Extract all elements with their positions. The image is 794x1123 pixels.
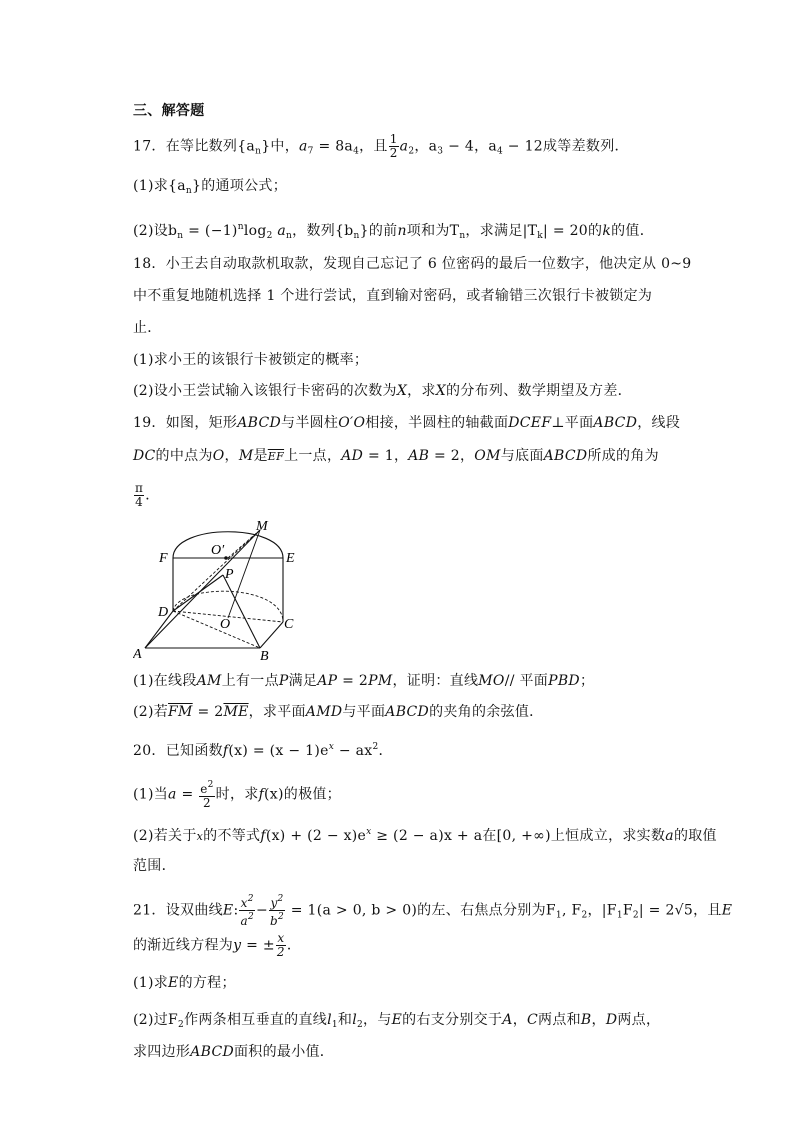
q19-text: ABCD — [237, 415, 282, 431]
q19-part1 — [133, 671, 594, 691]
q21-text: 21．设双曲线 — [133, 902, 223, 919]
q19-p2-text: 与平面 — [342, 704, 386, 720]
q17-sub: 2 — [266, 231, 273, 241]
q21-sub: 2 — [581, 910, 588, 921]
q21-p2-text: E — [391, 1012, 403, 1028]
q19-text: AD — [341, 448, 364, 464]
y2-over-b2 — [269, 893, 285, 928]
q20-p2-text: f — [260, 828, 266, 844]
x-over-2 — [276, 932, 286, 959]
q21-sub: 2 — [632, 910, 639, 921]
q21-part2-line2 — [133, 1042, 334, 1062]
q19-line2 — [133, 446, 659, 467]
geometry-figure — [133, 518, 303, 663]
q19-text: 与半圆柱 — [281, 415, 339, 431]
q20-p2-text: (x) + (2 − x)e — [265, 828, 367, 844]
fraction-denominator: 4 — [135, 495, 144, 509]
q20-p1-text: a — [168, 786, 177, 803]
q21-line2 — [133, 932, 301, 959]
q20-text: 20．已知函数 — [133, 743, 223, 759]
q20-text: − ax — [334, 743, 373, 759]
q20-part2-line2: 范围． — [133, 858, 176, 874]
label-f: F — [159, 551, 168, 566]
q20-p1-text: 时，求 — [215, 786, 259, 803]
q21-text: ． — [286, 937, 302, 954]
q17-p1-text: (1)求{a — [133, 178, 186, 194]
q21-part1 — [133, 973, 236, 993]
label-b: B — [260, 649, 269, 663]
q20-p2-text: ≥ (2 − a)x + a在[0, +∞)上恒成立，求实数 — [371, 828, 666, 844]
q19-line1 — [133, 413, 680, 433]
q17-sub: k — [537, 231, 544, 241]
q18-p2-text: 的分布列、数学期望及方差． — [446, 383, 632, 399]
frac-a: a — [240, 914, 248, 928]
fraction-numerator — [239, 893, 255, 911]
q21-p2-text: 求四边形 — [133, 1044, 191, 1060]
q19-text: 的中点为 — [155, 448, 213, 464]
q20-sup: x — [328, 742, 335, 752]
fraction-denominator: 2 — [389, 146, 398, 160]
q19-p2-text: ABCD — [385, 704, 430, 720]
q17-text: ，且 — [359, 138, 388, 155]
q17-stem — [133, 133, 629, 162]
edge-bc — [260, 622, 283, 648]
q19-text: DC — [133, 448, 156, 464]
q19-p1-text: ； — [579, 673, 595, 689]
frac-sup: 2 — [247, 912, 254, 922]
q19-text: = 1， — [363, 448, 409, 464]
q19-text: ，线段 — [637, 415, 681, 431]
q17-p2-text: k — [602, 223, 612, 239]
q17-sub: 4 — [353, 146, 360, 157]
frac-sup: 2 — [247, 894, 254, 904]
q21-text: = 1(a > 0, b > 0)的左、右焦点分别为F — [286, 902, 556, 919]
q17-text: ，a — [414, 138, 438, 155]
q19-p2-text: AMD — [305, 704, 343, 720]
fraction-numerator — [199, 779, 214, 797]
q21-p2-text: 两点和 — [538, 1012, 581, 1028]
q21-p2-text: 作两条相互垂直的直线 — [184, 1012, 328, 1028]
q17-p2-text: = (−1) — [183, 223, 238, 239]
q19-p1-text: = 2 — [337, 673, 369, 689]
fraction-numerator: π — [135, 481, 144, 495]
section-heading: 三、解答题 — [133, 103, 205, 119]
segment-dp — [173, 575, 223, 611]
q20-p1-text: = — [176, 786, 199, 803]
q21-text: = ± — [241, 937, 275, 954]
q19-text: 上一点， — [284, 448, 342, 464]
fraction-numerator: x — [277, 931, 285, 945]
q21-text: F — [622, 902, 633, 919]
q19-text: = 2， — [429, 448, 475, 464]
q21-text: , F — [561, 902, 582, 919]
arc-ef: $\overline{EF}$ — [267, 450, 285, 463]
q19-p1-text: ，证明：直线 — [392, 673, 479, 689]
q21-text: | = 2√5，且 — [638, 902, 722, 919]
q19-p1-text: P — [278, 673, 289, 689]
frac-x: x — [240, 896, 248, 910]
q20-text: ． — [378, 743, 393, 759]
q17-sub: 7 — [307, 146, 314, 157]
q19-text: DCEF — [508, 415, 552, 431]
q19-angle — [133, 482, 160, 509]
q20-p1-text: (1)当 — [133, 786, 169, 803]
segment-am — [145, 530, 260, 648]
q18-line2: 中不重复地随机选择 1 个进行尝试，直到输对密码，或者输错三次银行卡被锁定为 — [133, 288, 653, 304]
segment-pb — [223, 575, 260, 648]
q20-p1-text: f — [258, 786, 265, 803]
q17-sub: n — [459, 231, 466, 241]
q19-p2-text: ，求平面 — [248, 704, 306, 720]
q20-p2-text: 的取值 — [673, 828, 717, 844]
q17-text: a — [399, 138, 409, 155]
q20-p2-text: x — [196, 830, 204, 843]
q17-sub: n — [286, 231, 293, 241]
q21-p2-text: 的右支分别交于 — [402, 1012, 503, 1028]
q19-text: ， — [224, 448, 239, 464]
label-a: A — [133, 647, 142, 662]
q21-p2-text: 两点， — [617, 1012, 661, 1028]
q19-p1-text: 上有一点 — [221, 673, 279, 689]
label-o1: O′ — [211, 543, 225, 558]
label-p: P — [225, 567, 234, 582]
q17-sub: 3 — [437, 146, 444, 157]
fraction-denominator: 2 — [276, 945, 285, 959]
q20-text: f — [222, 743, 229, 759]
fraction-denominator — [269, 911, 285, 928]
q21-stem — [133, 893, 732, 928]
q21-p2-text: l — [327, 1012, 332, 1028]
q19-p1-text: AP — [317, 673, 338, 689]
q21-p2-text: 和 — [337, 1012, 353, 1028]
q21-p1-text: E — [168, 975, 179, 991]
q17-sup: n — [237, 222, 244, 232]
q20-sup: x — [366, 827, 372, 837]
q17-p2-text: | = 20的 — [543, 223, 603, 239]
q19-text: ． — [145, 487, 160, 504]
q17-sub: n — [185, 186, 192, 196]
q21-p2-text: B — [580, 1012, 592, 1028]
q21-text: 的渐近线方程为 — [133, 937, 234, 954]
q20-p2-text: (2)若关于 — [133, 828, 197, 844]
q17-p2-text: log — [243, 223, 267, 239]
q21-text: E — [222, 902, 234, 919]
q18-part1: (1)求小王的该银行卡被锁定的概率； — [133, 352, 369, 368]
pi-over-4 — [134, 482, 144, 509]
q21-text: : — [233, 902, 239, 919]
q18-p2-text: ，求 — [407, 383, 436, 399]
q21-sub: 2 — [356, 1020, 364, 1030]
q19-text: O — [212, 448, 225, 464]
q19-p1-text: 满足 — [288, 673, 318, 689]
q18-line3: 止． — [133, 320, 162, 336]
q19-text: M — [238, 448, 254, 464]
q21-p1-text: 的方程； — [178, 975, 236, 991]
q17-sub: n — [255, 146, 262, 157]
q21-p2-text: ，与 — [363, 1012, 392, 1028]
q20-p2-text: 的不等式 — [203, 828, 261, 844]
q19-p1-text: // 平面 — [504, 673, 549, 689]
q21-p2-text: ， — [512, 1012, 527, 1028]
q19-text: AB — [408, 448, 430, 464]
q17-p2-text: ，数列{b — [292, 223, 354, 239]
frac-b: b — [270, 914, 278, 928]
q17-text: a — [299, 138, 308, 155]
label-d: D — [158, 605, 169, 620]
q17-text: }中， — [261, 138, 299, 155]
q20-part2 — [133, 822, 717, 847]
q21-p2-text: 面积的最小值． — [234, 1044, 335, 1060]
q18-p2-text: (2)设小王尝试输入该银行卡密码的次数为 — [133, 383, 397, 399]
q21-sub: 2 — [178, 1020, 185, 1030]
arc-me: $\overline{ME}$ — [223, 704, 249, 720]
q17-sub: n — [353, 231, 360, 241]
q19-p1-text: (1)在线段 — [133, 673, 197, 689]
q18-line1: 18．小王去自动取款机取款，发现自己忘记了 6 位密码的最后一位数字，他决定从 0~9 — [133, 256, 692, 272]
q19-text: 19．如图，矩形 — [133, 415, 238, 431]
label-o: O — [220, 617, 231, 632]
q21-p2-text: D — [605, 1012, 618, 1028]
q18-part2 — [133, 381, 632, 401]
q17-text: 在等比数列{a — [165, 138, 256, 155]
q21-p2-text: ABCD — [190, 1044, 234, 1060]
frac-sup: 2 — [278, 912, 285, 922]
q17-sub: 2 — [408, 146, 415, 157]
q21-p1-text: (1)求 — [133, 975, 169, 991]
q19-p1-text: PM — [368, 673, 393, 689]
q19-text: 所成的角为 — [587, 448, 659, 464]
q19-p1-text: AM — [196, 673, 222, 689]
q21-p2-text: ， — [591, 1012, 606, 1028]
q17-sub: 4 — [497, 146, 504, 157]
fraction-sup: 2 — [207, 780, 214, 790]
q21-p2-text: A — [502, 1012, 513, 1028]
q21-text: ，|F — [587, 902, 617, 919]
point-o1 — [224, 556, 228, 560]
arc-fm: $\overline{FM}$ — [168, 704, 193, 720]
q21-text: y — [233, 937, 242, 954]
e-squared-over-2 — [199, 779, 214, 810]
q21-p2-text: (2)过F — [133, 1012, 179, 1028]
q17-sub: n — [177, 231, 184, 241]
q19-p2-text: = 2 — [192, 704, 224, 720]
fraction-numerator: 1 — [389, 132, 398, 146]
frac-sup: 2 — [277, 894, 284, 904]
q21-text: E — [721, 902, 733, 919]
q19-text: ABCD — [543, 448, 588, 464]
q19-p1-text: MO — [478, 673, 505, 689]
q20-part1 — [133, 779, 341, 810]
half-fraction — [389, 133, 399, 160]
q21-part2 — [133, 1010, 660, 1035]
q20-sup: 2 — [372, 742, 379, 752]
x2-over-a2 — [239, 893, 255, 928]
q19-text: 是 — [253, 448, 268, 464]
q19-p2-text: (2)若 — [133, 704, 169, 720]
q19-text: 与底面 — [500, 448, 544, 464]
q19-text: O′O — [338, 415, 366, 431]
q17-p2-text: a — [272, 223, 287, 239]
q19-text: ABCD — [593, 415, 638, 431]
q21-p2-text: C — [527, 1012, 539, 1028]
q18-p2-text: X — [396, 383, 408, 399]
fraction-denominator: 2 — [202, 796, 211, 810]
q20-p1-text: (x)的极值； — [264, 786, 341, 803]
q21-sub: 1 — [331, 1020, 338, 1030]
label-m: M — [256, 519, 268, 534]
q17-p2-text: 的值． — [611, 223, 655, 239]
q21-sub: 1 — [555, 910, 562, 921]
q17-p1-text: }的通项公式； — [192, 178, 288, 194]
q19-text: OM — [474, 448, 501, 464]
frac-y: y — [270, 896, 278, 910]
q17-p2-text: (2)设b — [133, 223, 178, 239]
q17-part1 — [133, 176, 287, 201]
q17-p2-text: 项和为T — [406, 223, 460, 239]
q20-text: (x) = (x − 1)e — [228, 743, 329, 759]
q17-text: − 12成等差数列． — [503, 138, 629, 155]
q20-p2-text: a — [665, 828, 674, 844]
q17-p2-text: ，求满足|T — [465, 223, 538, 239]
label-e: E — [286, 551, 295, 566]
q19-part2 — [133, 702, 543, 722]
half-cylinder-arc — [173, 532, 283, 558]
q21-sub: 1 — [616, 910, 623, 921]
q17-text: = 8a — [313, 138, 354, 155]
q19-p1-text: PBD — [548, 673, 580, 689]
q17-p2-text: n — [397, 223, 407, 239]
q21-p2-text: l — [352, 1012, 357, 1028]
q21-text: − — [255, 902, 269, 919]
fraction-numerator — [269, 893, 285, 911]
q20-stem — [133, 737, 393, 761]
segment-db — [173, 611, 260, 648]
label-c: C — [284, 617, 294, 632]
q17-number: 17． — [133, 138, 166, 155]
q17-text: − 4，a — [443, 138, 498, 155]
fraction-denominator — [239, 911, 255, 928]
q18-p2-text: X — [435, 383, 447, 399]
q17-p2-text: }的前 — [359, 223, 398, 239]
q19-p2-text: 的夹角的余弦值． — [429, 704, 544, 720]
q17-part2 — [133, 217, 654, 246]
fraction-e: e — [200, 782, 208, 796]
q19-text: ⊥平面 — [551, 415, 594, 431]
q19-text: 相接，半圆柱的轴截面 — [365, 415, 509, 431]
